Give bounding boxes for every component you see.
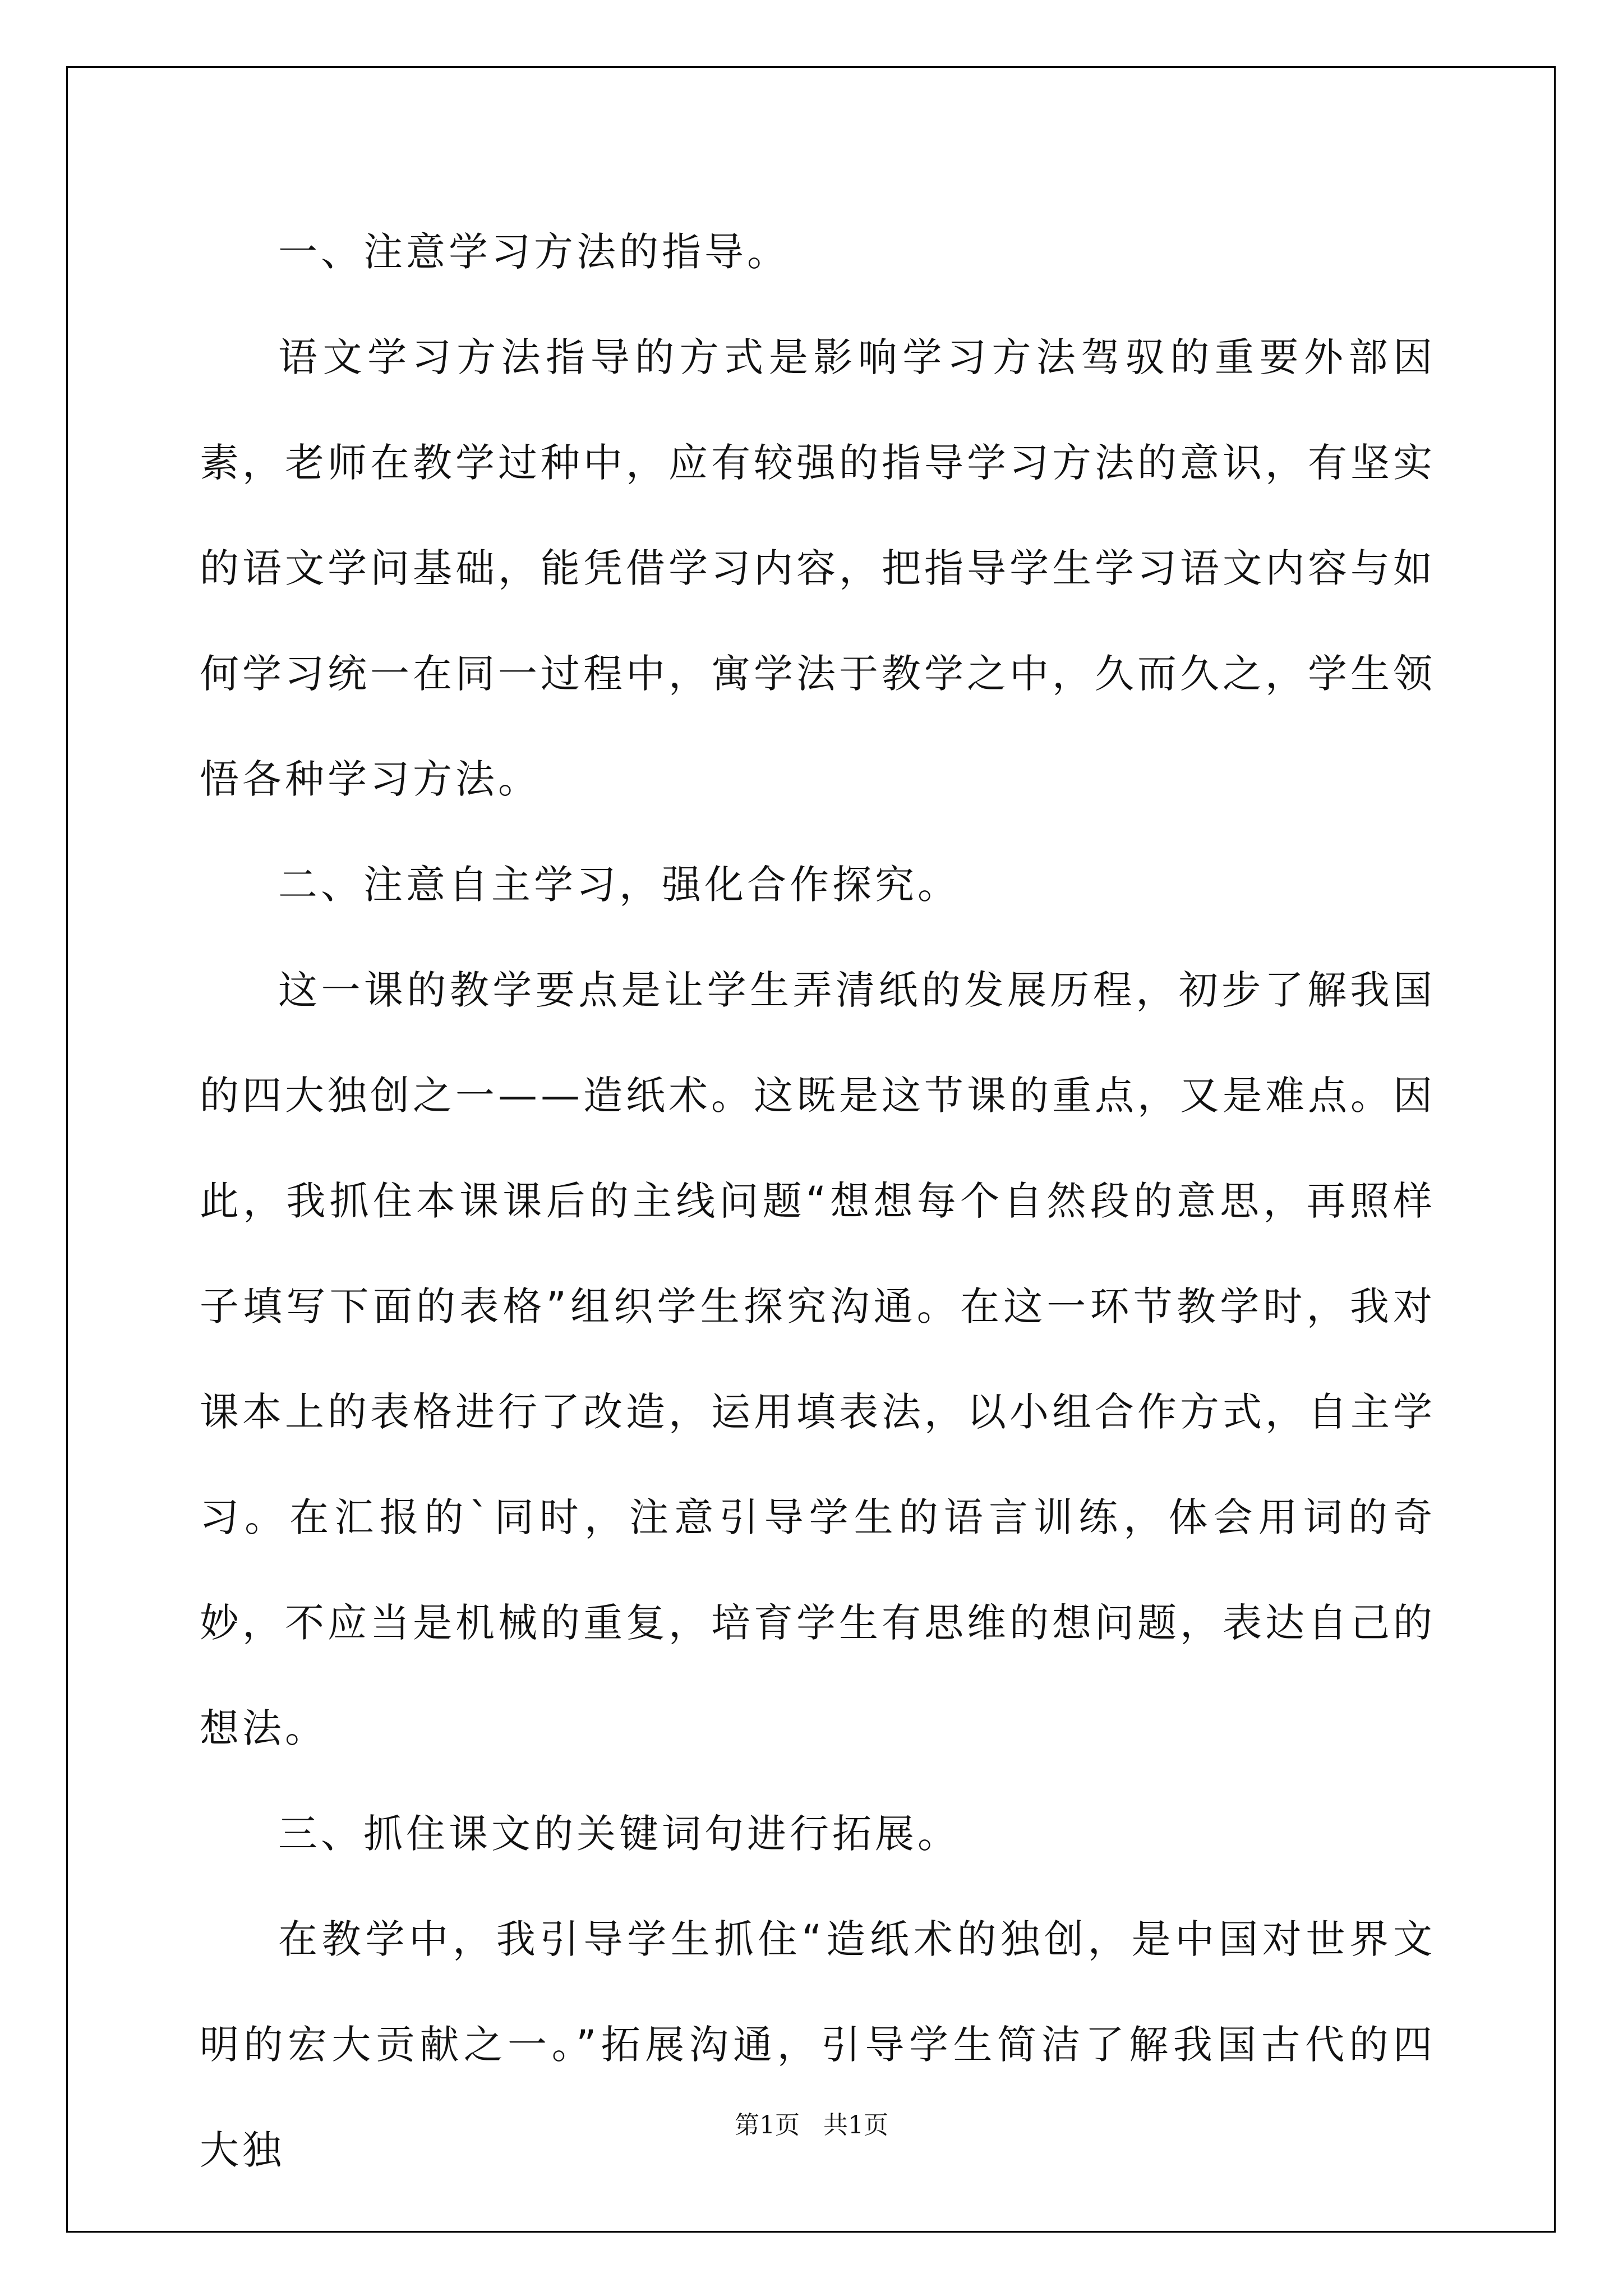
paragraph-heading-2: 二、注意自主学习，强化合作探究。 — [278, 862, 960, 908]
document-body — [200, 199, 1436, 2203]
paragraph-body-1: 语文学习方法指导的方式是影响学习方法驾驭的重要外部因素，老师在教学过种中，应有较强的指导学习方法的意识，有坚实的语文学问基础，能凭借学习内容，把指导学生学习语文内容与如何学习统一在同一过程中，寓学法于教学之中，久而久之，学生领悟各种学习方法。 — [200, 334, 1436, 802]
paragraph-heading-1: 一、注意学习方法的指导。 — [278, 229, 790, 275]
page-footer: 第1页 共1页 — [735, 2111, 888, 2139]
paragraph-heading-3: 三、抓住课文的关键词句进行拓展。 — [278, 1811, 960, 1857]
paragraph-body-2: 这一课的教学要点是让学生弄清纸的发展历程，初步了解我国的四大独创之一——造纸术。这既是这节课的重点，又是难点。因此，我抓住本课课后的主线问题“想想每个自然段的意思，再照样子填写下面的表格”组织学生探究沟通。在这一环节教学时，我对课本上的表格进行了改造，运用填表法，以小组合作方式，自主学习。在汇报的`同时，注意引导学生的语言训练，体会用词的奇妙，不应当是机械的重复，培育学生有思维的想问题，表达自己的想法。 — [200, 967, 1436, 1751]
paragraph-body-3: 在教学中，我引导学生抓住“造纸术的独创，是中国对世界文明的宏大贡献之一。”拓展沟通，引导学生简洁了解我国古代的四大独 — [200, 1916, 1436, 2173]
